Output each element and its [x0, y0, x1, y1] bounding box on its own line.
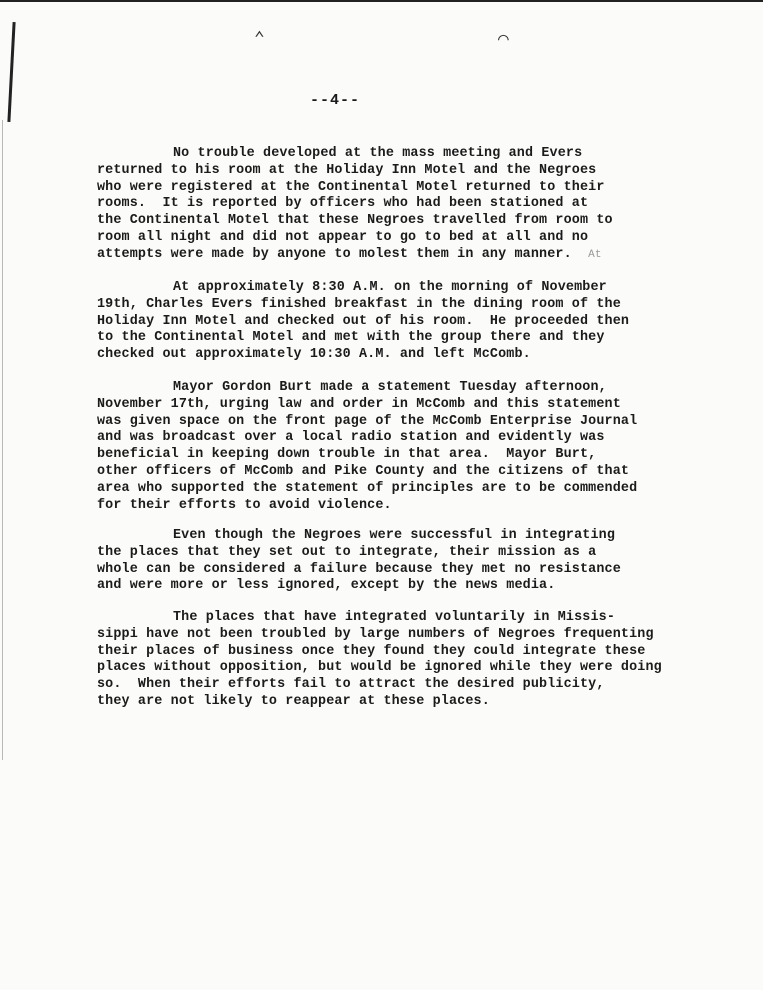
text-line: and were more or less ignored, except by the news media.	[97, 578, 556, 594]
margin-annotation: At	[588, 248, 602, 261]
text-line: beneficial in keeping down trouble in that area. Mayor Burt,	[97, 447, 597, 463]
text-line: other officers of McComb and Pike County and the citizens of that	[97, 463, 630, 479]
top-edge-rule	[0, 0, 763, 10]
text-line: Even though the Negroes were successful in integrating	[173, 528, 616, 543]
paragraph	[97, 146, 737, 264]
text-line: they are not likely to reappear at these places.	[97, 693, 490, 709]
text-line: the places that they set out to integrate, their mission as a	[97, 544, 597, 560]
text-line: Holiday Inn Motel and checked out of his room. He proceeded then	[97, 313, 630, 329]
text-line: for their efforts to avoid violence.	[97, 497, 392, 513]
page-number: --4--	[309, 92, 360, 109]
text-line: 19th, Charles Evers finished breakfast in the dining room of the	[97, 296, 621, 312]
text-line: Mayor Gordon Burt made a statement Tuesday afternoon,	[173, 380, 607, 395]
text-line: whole can be considered a failure because they met no resistance	[97, 561, 621, 577]
text-line: so. When their efforts fail to attract the desired publicity,	[97, 677, 605, 693]
text-line	[97, 247, 737, 264]
text-line: checked out approximately 10:30 A.M. and left McComb.	[97, 347, 531, 363]
text-line: their places of business once they found they could integrate these	[97, 643, 646, 659]
text-line: area who supported the statement of principles are to be commended	[97, 480, 638, 496]
paragraph	[97, 280, 737, 364]
text-line: was given space on the front page of the McComb Enterprise Journal	[97, 413, 638, 429]
hole-punch-mark: ⌒	[498, 30, 509, 50]
paragraph	[97, 380, 737, 514]
text-line: and was broadcast over a local radio station and evidently was	[97, 430, 605, 446]
left-edge-shadow	[2, 120, 3, 760]
text-line-content: attempts were made by anyone to molest them in any manner.	[97, 246, 572, 262]
text-line: places without opposition, but would be ignored while they were doing	[97, 660, 662, 676]
hole-punch-mark: ⌃	[254, 30, 265, 50]
text-line: November 17th, urging law and order in McComb and this statement	[97, 396, 621, 412]
text-line: The places that have integrated voluntarily in Missis-	[173, 610, 616, 625]
text-line: the Continental Motel that these Negroes travelled from room to	[97, 213, 613, 229]
text-line: to the Continental Motel and met with the group there and they	[97, 330, 605, 346]
text-line: No trouble developed at the mass meeting and Evers	[173, 146, 583, 161]
text-line: returned to his room at the Holiday Inn Motel and the Negroes	[97, 162, 597, 178]
left-edge-mark	[7, 22, 15, 122]
text-line: At approximately 8:30 A.M. on the morning of November	[173, 280, 607, 295]
text-line: rooms. It is reported by officers who had been stationed at	[97, 196, 589, 212]
text-line: room all night and did not appear to go to bed at all and no	[97, 229, 589, 245]
paragraph	[97, 528, 737, 595]
paragraph	[97, 610, 737, 711]
text-line: who were registered at the Continental Motel returned to their	[97, 179, 605, 195]
text-line: sippi have not been troubled by large numbers of Negroes frequenting	[97, 626, 654, 642]
